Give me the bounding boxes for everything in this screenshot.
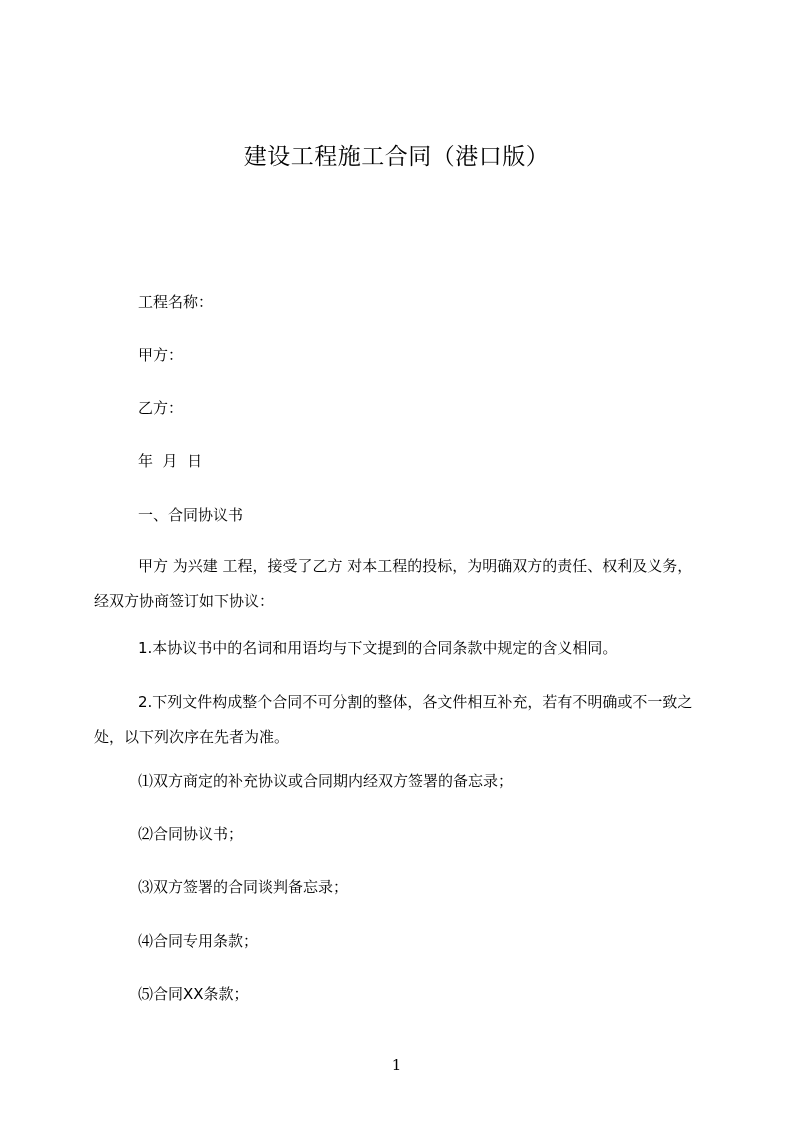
party-b-field: 乙方： [138, 399, 184, 417]
clause-2: 2.下列文件构成整个合同不可分割的整体，各文件相互补充，若有不明确或不一致之处，以下列次序在先者为准。 [94, 693, 693, 746]
list-item: ⑸合同XX条款； [138, 985, 249, 1003]
list-item: ⑶双方签署的合同谈判备忘录； [138, 878, 349, 896]
party-a-field: 甲方： [138, 346, 184, 364]
list-item: ⑵合同协议书； [138, 825, 244, 843]
document-title: 建设工程施工合同（港口版） [243, 144, 550, 170]
date-field: 年 月 日 [138, 452, 203, 470]
list-item: ⑷合同专用条款； [138, 932, 259, 950]
intro-paragraph: 甲方 为兴建 工程，接受了乙方 对本工程的投标，为明确双方的责任、权利及义务，经双方协商签订如下协议： [94, 557, 693, 610]
project-name-field: 工程名称： [138, 293, 214, 311]
clause-1: 1.本协议书中的名词和用语均与下文提到的合同条款中规定的含义相同。 [138, 639, 618, 657]
section-heading: 一、合同协议书 [138, 506, 244, 524]
page-number: 1 [391, 1056, 402, 1074]
list-item: ⑴双方商定的补充协议或合同期内经双方签署的备忘录； [138, 772, 514, 790]
